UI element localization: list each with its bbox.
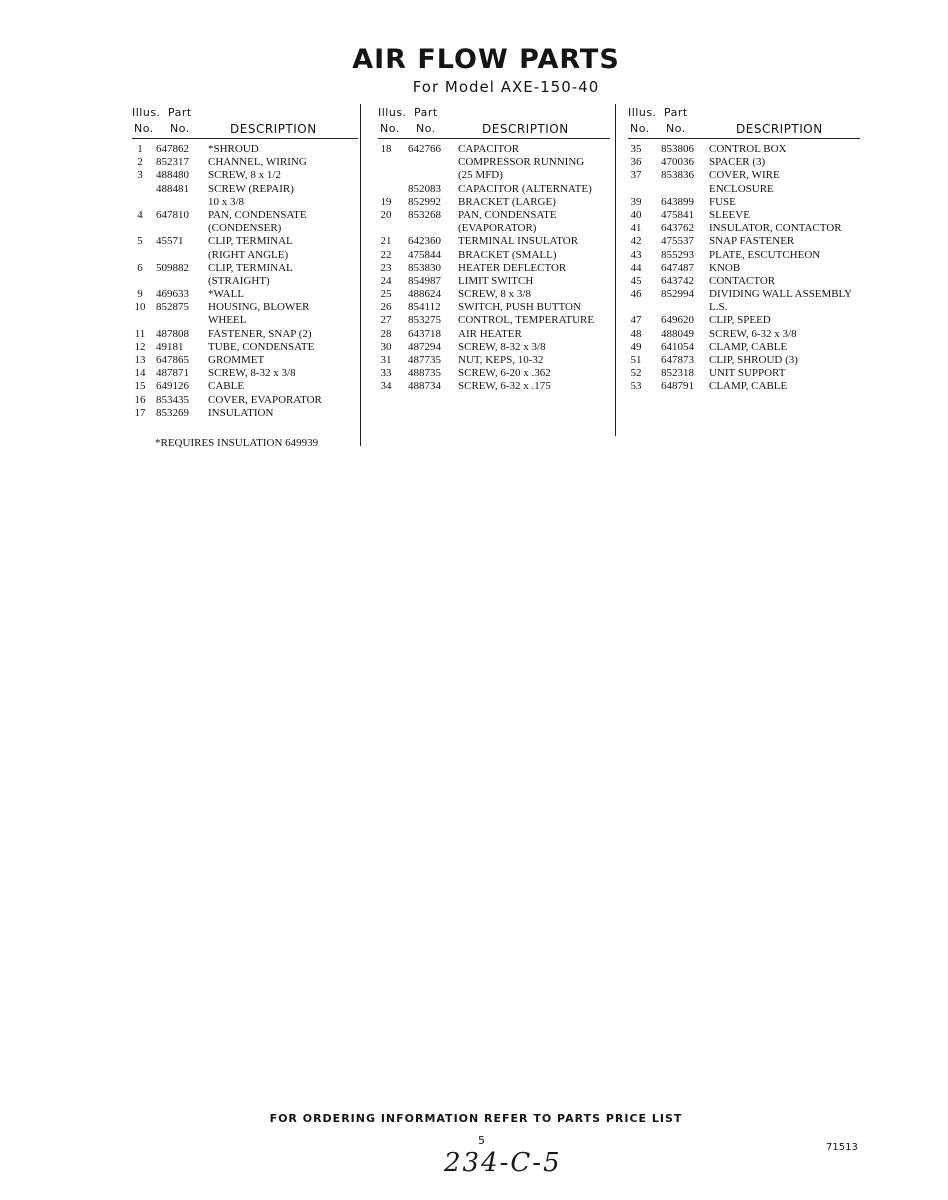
part-description: CONTROL, TEMPERATURE	[458, 314, 595, 327]
table-row	[378, 301, 610, 314]
part-description: (CONDENSER)	[208, 222, 282, 235]
part-description: COMPRESSOR RUNNING	[458, 156, 585, 169]
table-row	[628, 235, 860, 248]
illus-number: 19	[380, 195, 392, 208]
part-number: 643899	[661, 195, 694, 208]
illus-number: 53	[630, 380, 642, 393]
table-row	[378, 209, 610, 235]
table-row	[628, 262, 860, 275]
header-part: Part	[414, 106, 438, 119]
table-row	[628, 275, 860, 288]
illus-number: 40	[630, 208, 642, 221]
part-description: CAPACITOR (ALTERNATE)	[458, 182, 592, 195]
part-number: 647862	[156, 143, 189, 155]
illus-number: 31	[380, 354, 392, 366]
part-number: 488049	[661, 327, 694, 340]
table-row	[378, 143, 610, 183]
part-number: 470036	[661, 156, 694, 169]
illus-number: 27	[380, 314, 392, 327]
illus-number: 17	[134, 406, 146, 419]
part-description: CLAMP, CABLE	[709, 380, 788, 393]
part-description: CONTROL BOX	[709, 143, 787, 155]
part-description: HOUSING, BLOWER	[208, 301, 310, 314]
table-row	[132, 328, 358, 341]
illus-number: 18	[380, 143, 392, 155]
part-number: 647865	[156, 354, 189, 366]
table-row	[378, 183, 610, 196]
part-description: ENCLOSURE	[709, 182, 774, 195]
part-number: 853806	[661, 143, 694, 155]
part-description: SCREW, 8-32 x 3/8	[458, 340, 546, 353]
part-number: 475844	[408, 248, 441, 261]
header-description: DESCRIPTION	[736, 122, 823, 136]
part-number: 487735	[408, 354, 441, 366]
part-number: 854112	[408, 301, 441, 314]
part-description: DIVIDING WALL ASSEMBLY	[709, 288, 853, 301]
table-row	[132, 354, 358, 367]
part-description: COVER, EVAPORATOR	[208, 393, 322, 406]
parts-column-3	[628, 104, 860, 394]
part-description: PAN, CONDENSATE	[208, 208, 307, 221]
parts-column-2	[378, 104, 610, 394]
table-row	[132, 288, 358, 301]
part-number: 647873	[661, 354, 694, 366]
table-row	[132, 367, 358, 380]
table-row	[132, 169, 358, 182]
illus-number: 43	[630, 248, 642, 261]
part-description: SCREW, 6-20 x .362	[458, 367, 551, 380]
illus-number: 14	[134, 367, 146, 380]
part-description: SCREW, 8 x 3/8	[458, 288, 531, 301]
table-row	[628, 209, 860, 222]
part-description: SLEEVE	[709, 208, 750, 221]
table-row	[378, 314, 610, 327]
part-number: 852317	[156, 156, 189, 169]
parts-list	[628, 143, 860, 394]
part-description: SCREW, 6-32 x .175	[458, 380, 551, 393]
part-description: (EVAPORATOR)	[458, 222, 537, 235]
illus-number: 48	[630, 327, 642, 340]
part-description: (RIGHT ANGLE)	[208, 248, 289, 261]
part-description: HEATER DEFLECTOR	[458, 261, 567, 274]
table-row	[378, 196, 610, 209]
part-number: 643762	[661, 222, 694, 235]
column-header	[628, 104, 860, 139]
illus-number: 23	[380, 261, 392, 274]
part-description: COVER, WIRE	[709, 169, 780, 182]
table-row	[132, 407, 358, 420]
part-description: UNIT SUPPORT	[709, 367, 786, 380]
part-description: CLIP, TERMINAL	[208, 261, 293, 274]
illus-number: 37	[630, 169, 642, 182]
table-row	[628, 367, 860, 380]
header-description: DESCRIPTION	[230, 122, 317, 136]
part-description: SCREW, 8-32 x 3/8	[208, 367, 296, 380]
illus-number: 9	[137, 288, 143, 301]
table-row	[378, 275, 610, 288]
table-row	[378, 235, 610, 248]
table-row	[628, 341, 860, 354]
illus-number: 51	[630, 354, 642, 366]
illus-number: 13	[134, 354, 146, 366]
part-number: 487294	[408, 340, 441, 353]
illus-number: 34	[380, 380, 392, 393]
part-description: TERMINAL INSULATOR	[458, 235, 579, 248]
part-number: 855293	[661, 248, 694, 261]
parts-column-1	[132, 104, 358, 420]
illus-number: 52	[630, 367, 642, 380]
part-description: BRACKET (LARGE)	[458, 195, 556, 208]
illus-number: 21	[380, 235, 392, 248]
table-row	[378, 288, 610, 301]
part-description: L.S.	[709, 301, 728, 314]
illus-number: 16	[134, 393, 146, 406]
illus-number: 11	[134, 327, 146, 340]
header-part: Part	[664, 106, 688, 119]
table-row	[628, 222, 860, 235]
part-number: 488480	[156, 169, 189, 182]
part-description: FUSE	[709, 195, 736, 208]
part-number: 648791	[661, 380, 694, 393]
illus-number: 24	[380, 274, 392, 287]
part-number: 469633	[156, 288, 189, 301]
part-number: 852083	[408, 182, 441, 195]
part-number: 852992	[408, 195, 441, 208]
part-description: (STRAIGHT)	[208, 274, 270, 287]
illus-number: 35	[630, 143, 642, 155]
table-row	[628, 196, 860, 209]
illus-number: 2	[137, 156, 143, 169]
table-row	[628, 169, 860, 195]
ordering-info: FOR ORDERING INFORMATION REFER TO PARTS PRICE LIST	[269, 1112, 683, 1125]
part-number: 475841	[661, 208, 694, 221]
part-number: 854987	[408, 274, 441, 287]
table-row	[378, 354, 610, 367]
table-row	[628, 249, 860, 262]
header-no: No.	[630, 122, 650, 135]
illus-number: 42	[630, 235, 642, 248]
part-description: SCREW, 6-32 x 3/8	[709, 327, 797, 340]
header-illus: Illus.	[132, 106, 161, 119]
column-header	[378, 104, 610, 139]
table-row	[132, 380, 358, 393]
part-description: CLAMP, CABLE	[709, 340, 788, 353]
table-row	[628, 156, 860, 169]
part-number: 649620	[661, 314, 694, 327]
page-number: 5	[478, 1134, 485, 1147]
illus-number: 25	[380, 288, 392, 301]
part-number: 641054	[661, 340, 694, 353]
part-number: 45571	[156, 235, 184, 248]
illus-number: 49	[630, 340, 642, 353]
illus-number: 6	[137, 261, 143, 274]
part-number: 853269	[156, 406, 189, 419]
part-description: LIMIT SWITCH	[458, 274, 534, 287]
part-description: CHANNEL, WIRING	[208, 156, 307, 169]
table-row	[132, 394, 358, 407]
illus-number: 22	[380, 248, 392, 261]
part-description: 10 x 3/8	[208, 195, 245, 208]
part-number: 853268	[408, 208, 441, 221]
part-number: 49181	[156, 340, 184, 353]
part-number: 852875	[156, 301, 189, 314]
part-description: SCREW, 8 x 1/2	[208, 169, 281, 182]
part-description: GROMMET	[208, 354, 265, 366]
part-number: 643742	[661, 274, 694, 287]
part-description: CAPACITOR	[458, 143, 520, 155]
insulation-footnote: *REQUIRES INSULATION 649939	[155, 437, 319, 449]
illus-number: 5	[137, 235, 143, 248]
part-description: FASTENER, SNAP (2)	[208, 327, 312, 340]
table-row	[628, 328, 860, 341]
part-number: 475537	[661, 235, 694, 248]
part-number: 487871	[156, 367, 189, 380]
illus-number: 39	[630, 195, 642, 208]
part-number: 509882	[156, 261, 189, 274]
illus-number: 44	[630, 261, 642, 274]
header-no: No.	[134, 122, 154, 135]
part-description: INSULATOR, CONTACTOR	[709, 222, 842, 235]
header-part-no: No.	[416, 122, 436, 135]
illus-number: 46	[630, 288, 642, 301]
column-divider	[615, 104, 616, 436]
header-part: Part	[168, 106, 192, 119]
part-description: TUBE, CONDENSATE	[208, 340, 315, 353]
part-number: 642766	[408, 143, 441, 155]
part-number: 488624	[408, 288, 441, 301]
table-row	[132, 156, 358, 169]
part-number: 488734	[408, 380, 441, 393]
table-row	[378, 367, 610, 380]
table-row	[132, 301, 358, 327]
illus-number: 12	[134, 340, 146, 353]
illus-number: 45	[630, 274, 642, 287]
illus-number: 3	[137, 169, 143, 182]
part-description: AIR HEATER	[458, 327, 522, 340]
illus-number: 36	[630, 156, 642, 169]
table-row	[628, 288, 860, 314]
header-illus: Illus.	[378, 106, 407, 119]
part-number: 488481	[156, 182, 189, 195]
table-row	[132, 341, 358, 354]
part-number: 487808	[156, 327, 189, 340]
part-number: 643718	[408, 327, 441, 340]
part-number: 852994	[661, 288, 694, 301]
document-number: 71513	[826, 1142, 858, 1153]
header-no: No.	[380, 122, 400, 135]
part-description: SNAP FASTENER	[709, 235, 795, 248]
table-row	[378, 249, 610, 262]
handwritten-note: 234-C-5	[444, 1148, 562, 1178]
part-number: 647810	[156, 208, 189, 221]
part-description: CABLE	[208, 380, 245, 393]
table-row	[378, 262, 610, 275]
part-description: BRACKET (SMALL)	[458, 248, 557, 261]
part-description: *SHROUD	[208, 143, 259, 155]
part-description: CLIP, SPEED	[709, 314, 771, 327]
part-number: 488735	[408, 367, 441, 380]
part-description: NUT, KEPS, 10-32	[458, 354, 544, 366]
table-row	[132, 183, 358, 209]
illus-number: 20	[380, 208, 392, 221]
illus-number: 10	[134, 301, 146, 314]
column-header	[132, 104, 358, 139]
part-number: 853836	[661, 169, 694, 182]
header-part-no: No.	[666, 122, 686, 135]
header-description: DESCRIPTION	[482, 122, 569, 136]
illus-number: 28	[380, 327, 392, 340]
part-description: CONTACTOR	[709, 274, 776, 287]
page-title: AIR FLOW PARTS	[352, 44, 620, 75]
part-description: KNOB	[709, 261, 741, 274]
illus-number: 4	[137, 208, 143, 221]
part-number: 647487	[661, 261, 694, 274]
part-description: SPACER (3)	[709, 156, 766, 169]
part-number: 853830	[408, 261, 441, 274]
illus-number: 33	[380, 367, 392, 380]
part-description: INSULATION	[208, 406, 274, 419]
table-row	[132, 235, 358, 261]
illus-number: 47	[630, 314, 642, 327]
illus-number: 15	[134, 380, 146, 393]
table-row	[378, 328, 610, 341]
header-part-no: No.	[170, 122, 190, 135]
table-row	[378, 380, 610, 393]
part-number: 853275	[408, 314, 441, 327]
parts-list	[378, 143, 610, 394]
part-description: (25 MFD)	[458, 169, 503, 182]
part-number: 649126	[156, 380, 189, 393]
part-number: 853435	[156, 393, 189, 406]
part-number: 642360	[408, 235, 441, 248]
illus-number: 41	[630, 222, 642, 235]
header-illus: Illus.	[628, 106, 657, 119]
part-description: PLATE, ESCUTCHEON	[709, 248, 821, 261]
part-number: 852318	[661, 367, 694, 380]
part-description: CLIP, SHROUD (3)	[709, 354, 798, 366]
table-row	[628, 314, 860, 327]
part-description: *WALL	[208, 288, 245, 301]
parts-list	[132, 143, 358, 420]
model-subtitle: For Model AXE-150-40	[412, 78, 600, 96]
table-row	[378, 341, 610, 354]
part-description: PAN, CONDENSATE	[458, 208, 557, 221]
part-description: SWITCH, PUSH BUTTON	[458, 301, 581, 314]
illus-number: 1	[137, 143, 143, 155]
part-description: WHEEL	[208, 314, 247, 327]
table-row	[628, 354, 860, 367]
table-row	[132, 209, 358, 235]
table-row	[132, 143, 358, 156]
illus-number: 26	[380, 301, 392, 314]
column-divider	[360, 104, 361, 446]
part-description: CLIP, TERMINAL	[208, 235, 293, 248]
table-row	[628, 380, 860, 393]
table-row	[628, 143, 860, 156]
part-description: SCREW (REPAIR)	[208, 182, 294, 195]
table-row	[132, 262, 358, 288]
illus-number: 30	[380, 340, 392, 353]
